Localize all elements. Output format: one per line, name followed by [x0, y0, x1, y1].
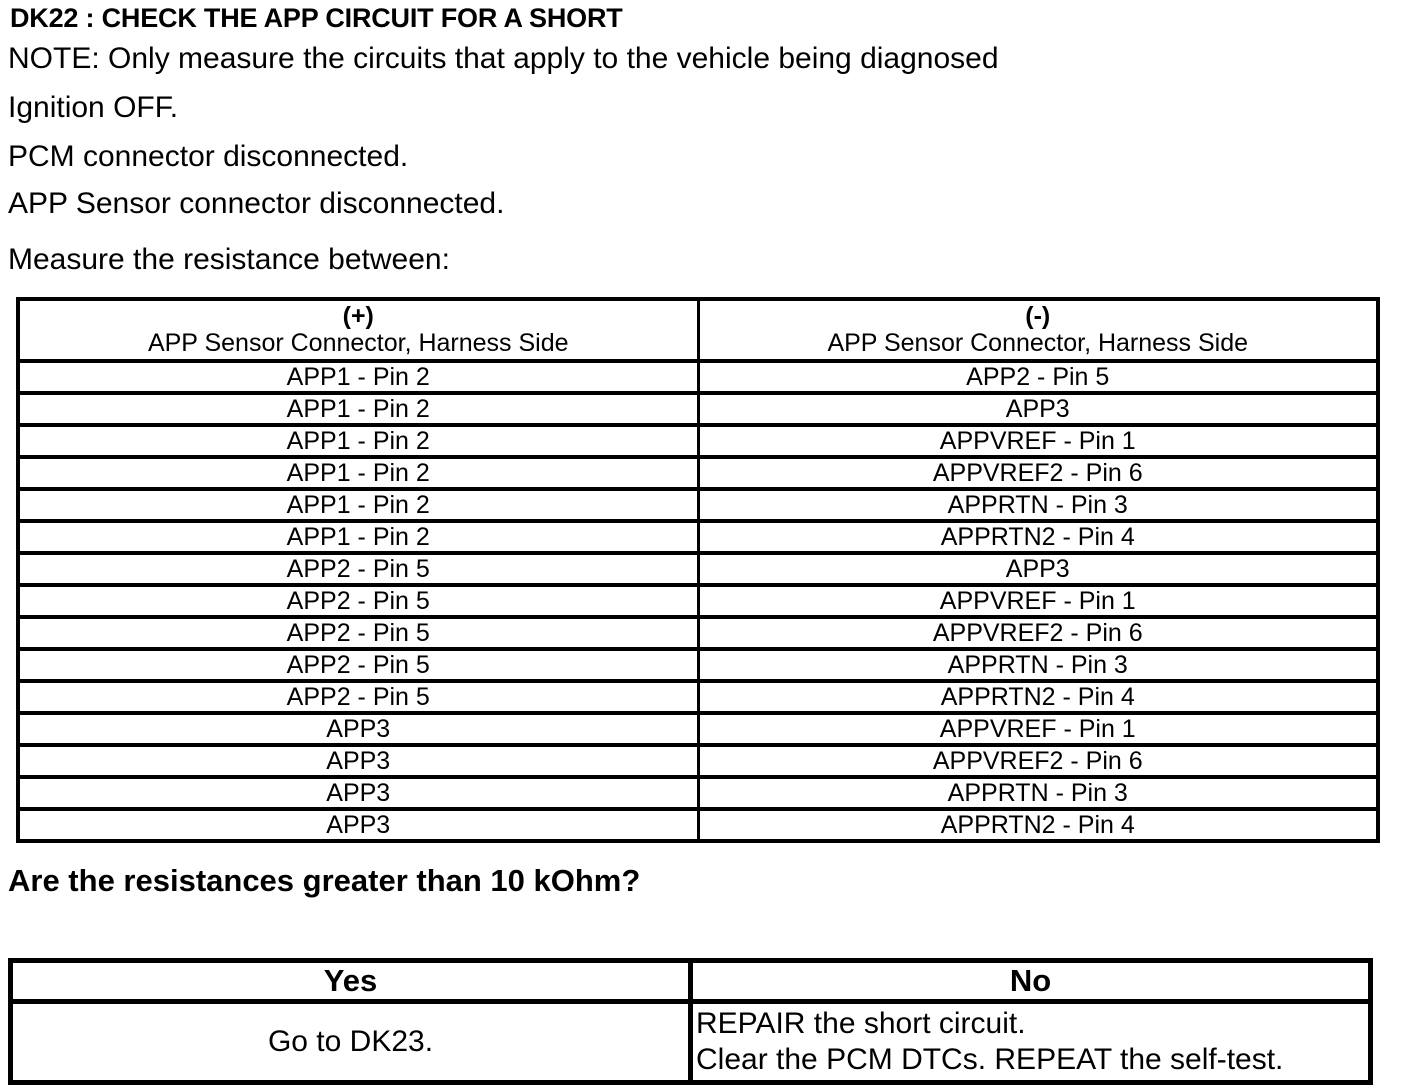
minus-cell: APP3 [698, 553, 1378, 585]
yes-action-cell: Go to DK23. [11, 1002, 691, 1083]
minus-cell: APPVREF - Pin 1 [698, 585, 1378, 617]
table-row [18, 361, 1378, 393]
plus-cell: APP1 - Pin 2 [18, 489, 698, 521]
minus-cell: APPVREF2 - Pin 6 [698, 745, 1378, 777]
minus-column-header [698, 299, 1378, 361]
plus-cell: APP2 - Pin 5 [18, 649, 698, 681]
plus-cell: APP1 - Pin 2 [18, 393, 698, 425]
table-row [18, 649, 1378, 681]
plus-cell: APP3 [18, 777, 698, 809]
minus-cell: APPRTN - Pin 3 [698, 649, 1378, 681]
table-row [18, 617, 1378, 649]
decision-table [8, 958, 1373, 1085]
note-line: NOTE: Only measure the circuits that apply to the vehicle being diagnosed [8, 42, 999, 75]
table-row [18, 777, 1378, 809]
plus-cell: APP3 [18, 745, 698, 777]
yes-header: Yes [11, 961, 691, 1002]
table-row [18, 553, 1378, 585]
table-row [18, 681, 1378, 713]
minus-cell: APPRTN - Pin 3 [698, 777, 1378, 809]
minus-cell: APPRTN2 - Pin 4 [698, 809, 1378, 841]
decision-action-row [11, 1002, 1371, 1083]
plus-cell: APP2 - Pin 5 [18, 585, 698, 617]
plus-cell: APP3 [18, 809, 698, 841]
table-row [18, 713, 1378, 745]
table-row [18, 489, 1378, 521]
precondition-pcm: PCM connector disconnected. [8, 140, 409, 173]
minus-cell: APPVREF2 - Pin 6 [698, 617, 1378, 649]
minus-cell: APPRTN2 - Pin 4 [698, 681, 1378, 713]
table-row [18, 745, 1378, 777]
plus-cell: APP2 - Pin 5 [18, 617, 698, 649]
table-row [18, 809, 1378, 841]
plus-cell: APP3 [18, 713, 698, 745]
minus-sign-label: (-) [1025, 302, 1051, 330]
plus-cell: APP2 - Pin 5 [18, 681, 698, 713]
table-row [18, 521, 1378, 553]
table-row [18, 425, 1378, 457]
table-row [18, 585, 1378, 617]
plus-column-label: APP Sensor Connector, Harness Side [147, 329, 569, 357]
minus-column-label: APP Sensor Connector, Harness Side [827, 329, 1249, 357]
no-action-line-2: Clear the PCM DTCs. REPEAT the self-test. [696, 1043, 1284, 1076]
plus-cell: APP1 - Pin 2 [18, 425, 698, 457]
minus-cell: APP3 [698, 393, 1378, 425]
table-row [18, 457, 1378, 489]
plus-cell: APP1 - Pin 2 [18, 361, 698, 393]
minus-cell: APP2 - Pin 5 [698, 361, 1378, 393]
minus-cell: APPRTN2 - Pin 4 [698, 521, 1378, 553]
plus-cell: APP1 - Pin 2 [18, 521, 698, 553]
decision-header-row [11, 961, 1371, 1002]
table-row [18, 393, 1378, 425]
minus-cell: APPVREF - Pin 1 [698, 425, 1378, 457]
plus-sign-label: (+) [342, 302, 374, 330]
precondition-ignition: Ignition OFF. [8, 91, 179, 124]
precondition-app-sensor: APP Sensor connector disconnected. [8, 187, 505, 220]
procedure-title: DK22 : CHECK THE APP CIRCUIT FOR A SHORT [10, 3, 623, 33]
measure-instruction: Measure the resistance between: [8, 243, 450, 276]
no-header: No [691, 961, 1371, 1002]
measurement-header-row [18, 299, 1378, 361]
measurement-table [16, 297, 1380, 843]
no-action-line-1: REPAIR the short circuit. [696, 1007, 1026, 1040]
minus-cell: APPVREF - Pin 1 [698, 713, 1378, 745]
plus-cell: APP2 - Pin 5 [18, 553, 698, 585]
minus-cell: APPRTN - Pin 3 [698, 489, 1378, 521]
resistance-question: Are the resistances greater than 10 kOhm? [8, 863, 641, 898]
minus-cell: APPVREF2 - Pin 6 [698, 457, 1378, 489]
plus-column-header [18, 299, 698, 361]
plus-cell: APP1 - Pin 2 [18, 457, 698, 489]
no-action-cell [691, 1002, 1371, 1083]
